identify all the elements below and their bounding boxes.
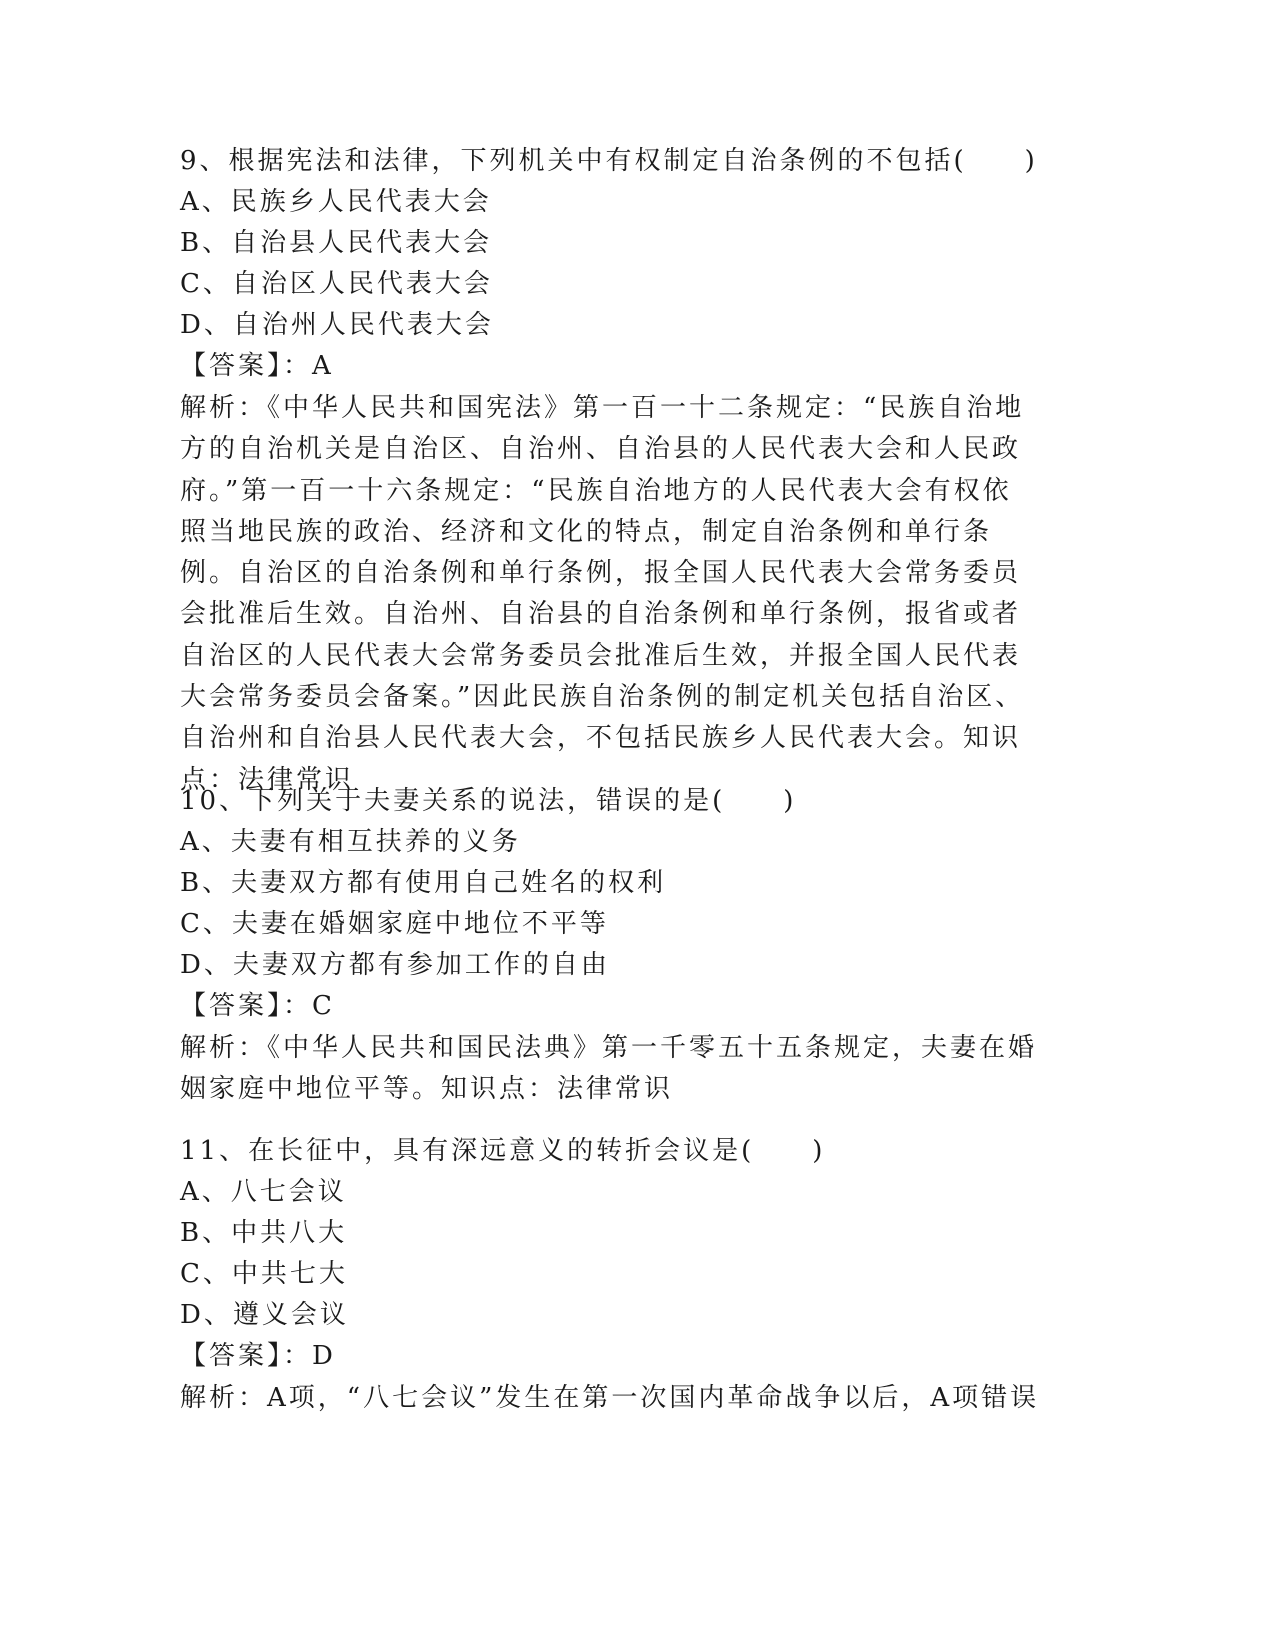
question-11-option-a: A、八七会议	[180, 1177, 347, 1207]
question-9-option-c: C、自治区人民代表大会	[180, 269, 493, 299]
question-10-option-b: B、夫妻双方都有使用自己姓名的权利	[180, 868, 667, 898]
question-10-option-c: C、夫妻在婚姻家庭中地位不平等	[180, 909, 609, 939]
question-11-option-c: C、中共七大	[180, 1259, 348, 1289]
question-9-answer: 【答案】：A	[180, 351, 334, 381]
question-10-stem: 10、下列关于夫妻关系的说法，错误的是( )	[180, 786, 797, 816]
question-9-option-a: A、民族乡人民代表大会	[180, 187, 492, 217]
question-11-option-b: B、中共八大	[180, 1218, 348, 1248]
question-10-option-a: A、夫妻有相互扶养的义务	[180, 827, 521, 857]
question-11-explanation: 解析：A项，“八七会议”发生在第一次国内革命战争以后，A项错误	[180, 1383, 1040, 1413]
question-9-option-b: B、自治县人民代表大会	[180, 228, 493, 258]
question-10-answer: 【答案】：C	[180, 991, 335, 1021]
question-11-stem: 11、在长征中，具有深远意义的转折会议是( )	[180, 1136, 826, 1166]
question-9-explanation: 解析：《中华人民共和国宪法》第一百一十二条规定：“民族自治地方的自治机关是自治区、自治州、自治县的人民代表大会和人民政府。”第一百一十六条规定：“民族自治地方的人民代表大会有权依照当地民族的政治、经济和文化的特点，制定自治条例和单行条例。自治区的自治条例和单行条例，报全国人民代表大会常务委员会批准后生效。自治州、自治县的自治条例和单行条例，报省或者自治区的人民代表大会常务委员会批准后生效，并报全国人民代表大会常务委员会备案。”因此民族自治条例的制定机关包括自治区、自治州和自治县人民代表大会，不包括民族乡人民代表大会。知识点：法律常识	[180, 393, 1025, 795]
question-11-answer: 【答案】：D	[180, 1341, 336, 1371]
question-10-option-d: D、夫妻双方都有参加工作的自由	[180, 950, 610, 980]
question-10-explanation: 解析：《中华人民共和国民法典》第一千零五十五条规定，夫妻在婚姻家庭中地位平等。知识点：法律常识	[180, 1033, 1038, 1105]
question-9-option-d: D、自治州人民代表大会	[180, 310, 494, 340]
question-9-stem: 9、根据宪法和法律，下列机关中有权制定自治条例的不包括( )	[180, 146, 1038, 176]
question-11-option-d: D、遵义会议	[180, 1300, 349, 1330]
